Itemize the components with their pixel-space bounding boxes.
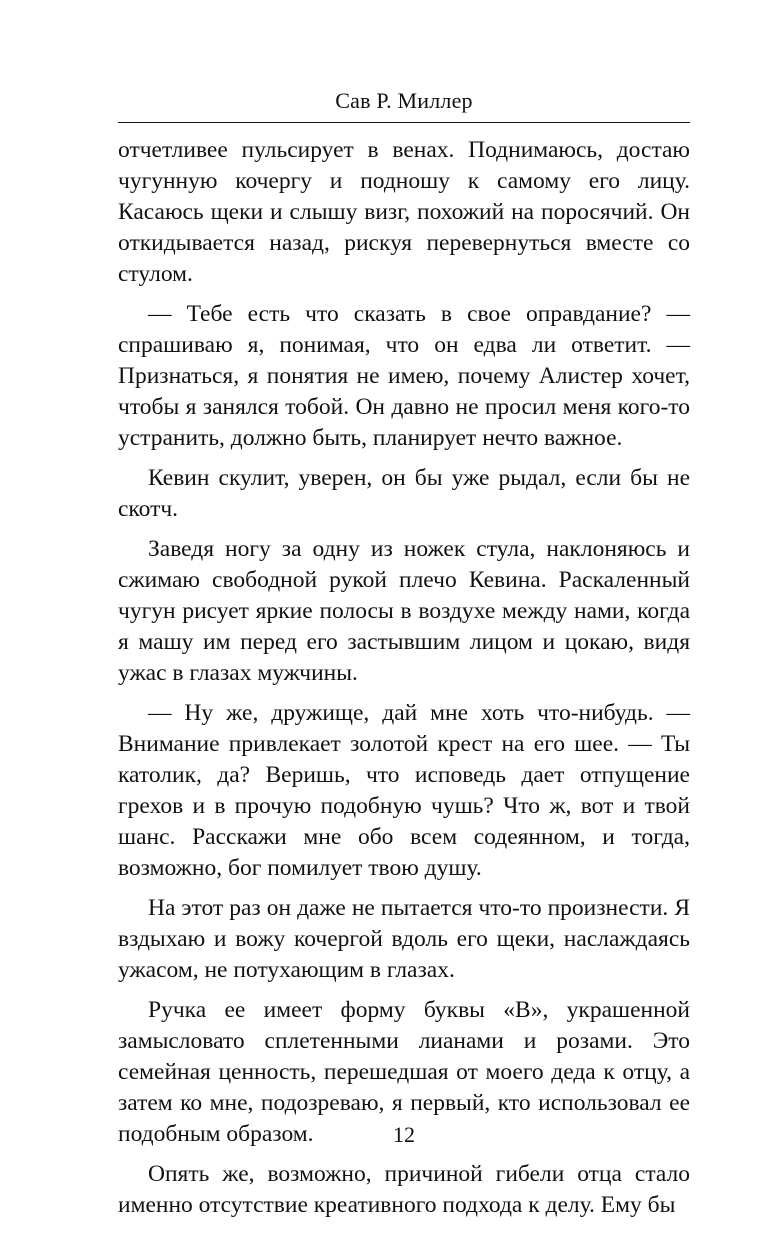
paragraph-2: — Тебе есть что сказать в свое оправдание? — спрашиваю я, понимая, что он едва ли ответит. — Признаться, я понятия не имею, почему Алистер хочет, чтобы я занялся тобой. Он давно не просил меня кого-то устранить, должно быть, планирует нечто важное.: [118, 301, 690, 451]
paragraph-8: Опять же, возможно, причиной гибели отца стало именно отсутствие креативного подхода к делу. Ему бы: [118, 1161, 690, 1218]
paragraph-1: отчетливее пульсирует в венах. Поднимаюсь, достаю чугунную кочергу и подношу к самому его лицу. Касаюсь щеки и слышу визг, похожий на поросячий. Он откидывается назад, рискуя перевернуться вместе со стулом.: [118, 137, 690, 287]
paragraph-6: На этот раз он даже не пытается что-то произнести. Я вздыхаю и вожу кочергой вдоль его щеки, наслаждаясь ужасом, не потухающим в глазах.: [118, 895, 690, 983]
paragraph-5: — Ну же, дружище, дай мне хоть что-нибудь. — Внимание привлекает золотой крест на его шее. — Ты католик, да? Веришь, что исповедь дает отпущение грехов и в прочую подобную чушь? Что ж, вот и твой шанс. Расскажи мне обо всем содеянном, и тогда, возможно, бог помилует твою душу.: [118, 700, 690, 881]
page-body-text: [118, 135, 690, 1230]
paragraph-3: Кевин скулит, уверен, он бы уже рыдал, если бы не скотч.: [118, 465, 690, 522]
running-head-author: Сав Р. Миллер: [335, 88, 473, 113]
header-divider: [118, 122, 690, 123]
paragraph-7: Ручка ее имеет форму буквы «В», украшенной замысловато сплетенными лианами и розами. Это семейная ценность, перешедшая от моего деда к отцу, а затем ко мне, подозреваю, я первый, кто использовал ее подобным образом.: [118, 997, 690, 1147]
paragraph-4: Заведя ногу за одну из ножек стула, наклоняюсь и сжимаю свободной рукой плечо Кевина. Раскаленный чугун рисует яркие полосы в воздухе между нами, когда я машу им перед его застывшим лицом и цокаю, видя ужас в глазах мужчины.: [118, 536, 690, 686]
page-number: 12: [393, 1122, 415, 1147]
